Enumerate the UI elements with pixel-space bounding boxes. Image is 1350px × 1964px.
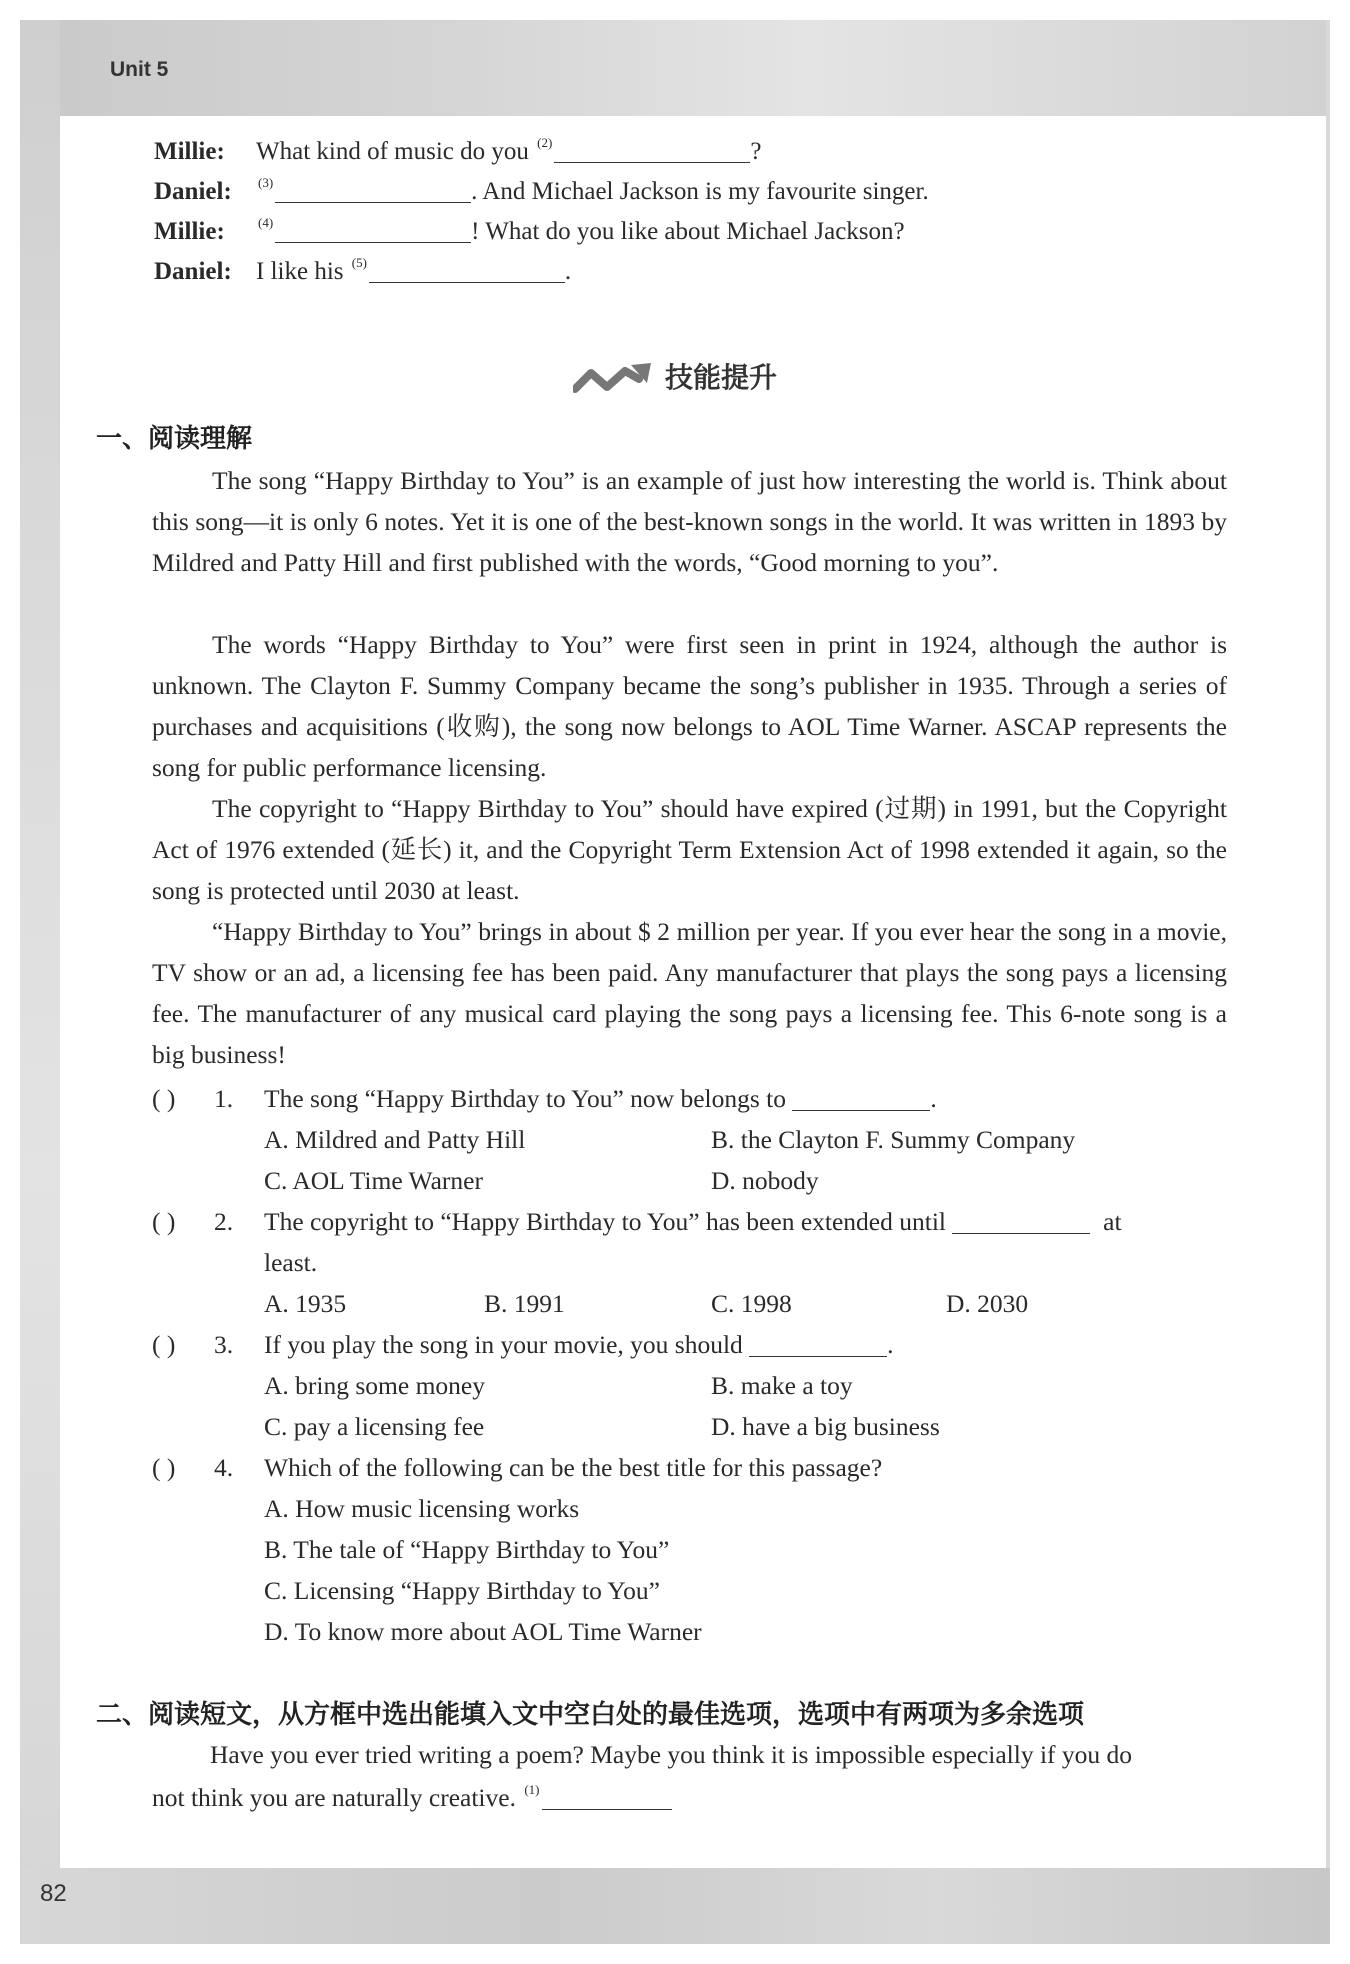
question-stem: If you play the song in your movie, you should . [264, 1330, 894, 1359]
blank-number: (5) [351, 255, 367, 270]
question-stem: Which of the following can be the best title for this passage? [264, 1453, 883, 1482]
blank-number: (2) [537, 135, 553, 150]
option[interactable]: B. 1991 [484, 1289, 565, 1318]
page-number: 82 [40, 1880, 67, 1907]
answer-parens[interactable]: ( ) [152, 1453, 176, 1482]
option[interactable]: D. To know more about AOL Time Warner [264, 1617, 702, 1646]
question-number: 4. [214, 1453, 234, 1482]
dialogue-text: What kind of music do you [256, 138, 529, 165]
answer-parens[interactable]: ( ) [152, 1330, 176, 1359]
dialogue-text: ? [750, 138, 762, 165]
passage-paragraph: The copyright to “Happy Birthday to You” should have expired (过期) in 1991, but the Copyright Act of 1976 extended (延长) it, and the Copyright Term Extension Act of 1998 extended it again, so the song is protected until 2030 at least. [152, 794, 1227, 905]
speaker-name: Millie: [154, 138, 225, 165]
answer-blank[interactable] [792, 1090, 930, 1111]
unit-label: Unit 5 [110, 58, 169, 81]
answer-blank[interactable] [275, 182, 471, 203]
page-right-edge [1326, 20, 1330, 1944]
dialogue-line [154, 176, 929, 204]
option[interactable]: A. Mildred and Patty Hill [264, 1125, 526, 1154]
answer-blank[interactable] [749, 1336, 887, 1357]
dialogue-text: . [564, 258, 572, 285]
question-stem-continued: least. [264, 1248, 318, 1277]
dialogue-text: . And Michael Jackson is my favourite singer. [471, 178, 929, 205]
trend-arrow-icon [573, 361, 653, 395]
option[interactable]: B. the Clayton F. Summy Company [711, 1125, 1076, 1154]
page-header-band [20, 20, 1330, 116]
question-number: 1. [214, 1084, 234, 1113]
answer-blank[interactable] [542, 1789, 672, 1810]
page-left-band [20, 20, 60, 1944]
speaker-name: Daniel: [154, 258, 232, 285]
answer-blank[interactable] [952, 1213, 1090, 1234]
option[interactable]: A. 1935 [264, 1289, 347, 1318]
question-number: 2. [214, 1207, 234, 1236]
option[interactable]: C. pay a licensing fee [264, 1412, 485, 1441]
dialogue-line [154, 136, 761, 164]
option[interactable]: B. The tale of “Happy Birthday to You” [264, 1535, 670, 1564]
passage-paragraph: The words “Happy Birthday to You” were first seen in print in 1924, although the author is unknown. The Clayton F. Summy Company became the song’s publisher in 1935. Through a series of purchases and acquisitions (收购), the song now belongs to AOL Time Warner. ASCAP represents the song for public performance licensing. [152, 630, 1227, 782]
part1-heading: 一、阅读理解 [96, 424, 253, 454]
answer-blank[interactable] [554, 142, 750, 163]
question-stem: The copyright to “Happy Birthday to You” has been extended until at [264, 1207, 1122, 1236]
answer-parens[interactable]: ( ) [152, 1207, 176, 1236]
dialogue-line [154, 256, 571, 284]
dialogue-text: I like his [256, 258, 344, 285]
option[interactable]: C. 1998 [711, 1289, 792, 1318]
passage-paragraph: “Happy Birthday to You” brings in about $ 2 million per year. If you ever hear the song in a movie, TV show or an ad, a licensing fee has been paid. Any manufacturer that plays the song pays a licensing fee. The manufacturer of any musical card playing the song pays a licensing fee. This 6-note song is a big business! [152, 917, 1227, 1069]
dialogue-line [154, 216, 905, 244]
option[interactable]: D. have a big business [711, 1412, 940, 1441]
option[interactable]: A. How music licensing works [264, 1494, 580, 1523]
option[interactable]: C. AOL Time Warner [264, 1166, 483, 1195]
blank-number: (3) [258, 175, 274, 190]
section-title [0, 356, 1350, 396]
page-footer-band [20, 1868, 1330, 1944]
option[interactable]: C. Licensing “Happy Birthday to You” [264, 1576, 660, 1605]
option[interactable]: A. bring some money [264, 1371, 485, 1400]
section-title-text: 技能提升 [664, 361, 777, 394]
question-number: 3. [214, 1330, 234, 1359]
dialogue-text: ! What do you like about Michael Jackson? [471, 218, 905, 245]
option[interactable]: B. make a toy [711, 1371, 853, 1400]
option[interactable]: D. nobody [711, 1166, 819, 1195]
answer-blank[interactable] [369, 262, 565, 283]
passage-line: Have you ever tried writing a poem? Maybe you think it is impossible especially if you do [210, 1740, 1133, 1769]
blank-number: (4) [258, 215, 274, 230]
speaker-name: Millie: [154, 218, 225, 245]
passage-line: not think you are naturally creative. $^{(1)}$ [152, 1783, 672, 1811]
part2-heading: 二、阅读短文，从方框中选出能填入文中空白处的最佳选项，选项中有两项为多余选项 [96, 1700, 1085, 1730]
question-stem: The song “Happy Birthday to You” now belongs to . [264, 1084, 937, 1113]
answer-parens[interactable]: ( ) [152, 1084, 176, 1113]
speaker-name: Daniel: [154, 178, 232, 205]
blank-number: (1) [524, 1782, 540, 1797]
answer-blank[interactable] [275, 222, 471, 243]
option[interactable]: D. 2030 [946, 1289, 1029, 1318]
passage-paragraph: The song “Happy Birthday to You” is an example of just how interesting the world is. Think about this song—it is only 6 notes. Yet it is one of the best-known songs in the world. It was written in 1893 by Mildred and Patty Hill and first published with the words, “Good morning to you”. [152, 466, 1227, 577]
